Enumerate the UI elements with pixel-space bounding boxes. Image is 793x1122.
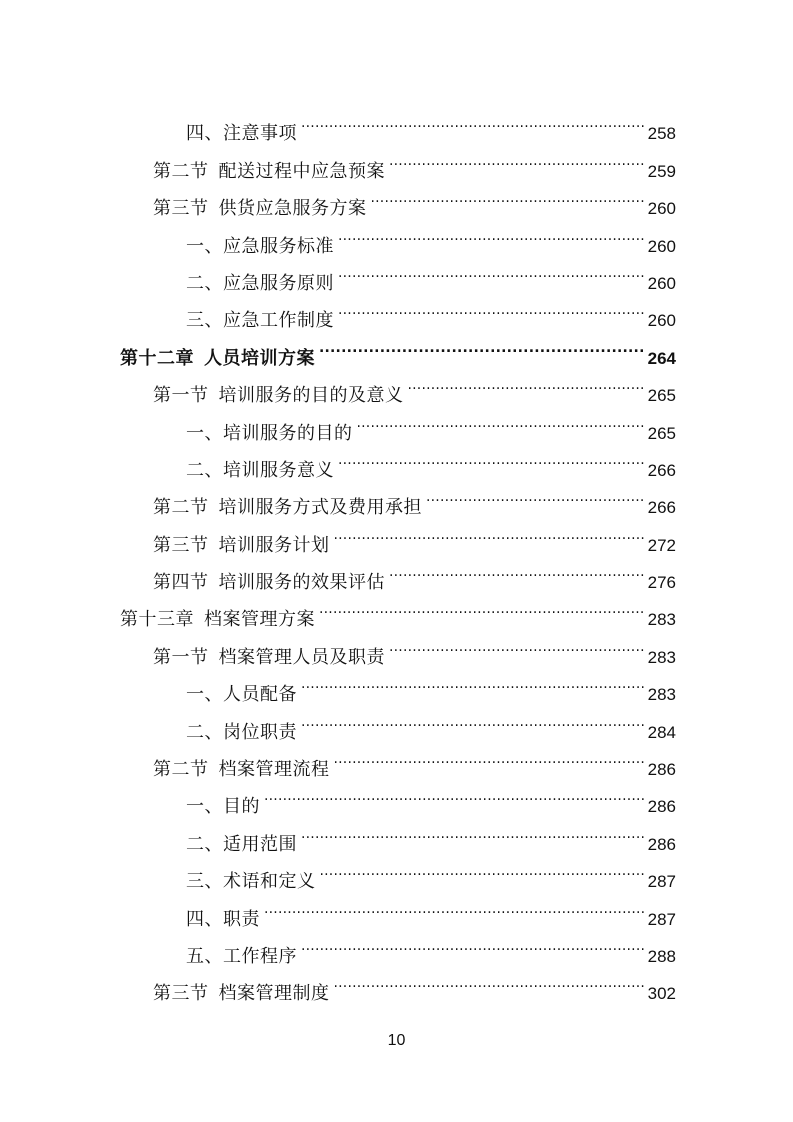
- toc-entry-label: 第二节: [153, 497, 209, 519]
- toc-entry-page: 260: [647, 273, 676, 293]
- toc-entry-page: 283: [647, 647, 676, 667]
- toc-dot-leader: [319, 588, 646, 625]
- toc-entry-title: 培训服务的目的及意义: [218, 385, 404, 407]
- toc-entry-page: 284: [647, 722, 676, 742]
- toc-entry[interactable]: [120, 102, 676, 145]
- toc-entry-page: 276: [647, 573, 676, 593]
- page-number: 10: [387, 1032, 406, 1049]
- toc-entry-page: 266: [647, 460, 676, 480]
- toc-entry-title: 培训服务的效果评估: [218, 572, 385, 594]
- toc-entry-page: 260: [647, 199, 676, 219]
- toc-entry-label: 一、人员配备: [186, 684, 297, 706]
- toc-entry-title: 供货应急服务方案: [218, 198, 367, 220]
- toc-entry-page: 258: [647, 124, 676, 144]
- toc-dot-leader: [319, 326, 646, 363]
- toc-dot-leader: [389, 139, 646, 176]
- toc-dot-leader: [334, 962, 646, 999]
- toc-dot-leader: [338, 289, 646, 326]
- toc-entry-label: 第一节: [153, 385, 209, 407]
- toc-entry-title: 档案管理方案: [204, 609, 315, 631]
- toc-dot-leader: [357, 401, 646, 438]
- toc-entry-label: 四、职责: [186, 908, 260, 930]
- toc-entry-label: 第十三章: [120, 609, 194, 631]
- toc-entry-title: 档案管理人员及职责: [218, 646, 385, 668]
- toc-dot-leader: [301, 102, 646, 139]
- toc-entry-page: 264: [647, 348, 676, 368]
- toc-entry-page: 287: [647, 872, 676, 892]
- toc-dot-leader: [408, 364, 646, 401]
- table-of-contents: [120, 102, 676, 1005]
- toc-entry-title: 人员培训方案: [204, 347, 315, 369]
- toc-entry-label: 第二节: [153, 759, 209, 781]
- toc-entry-page: 287: [647, 909, 676, 929]
- toc-entry-page: 265: [647, 423, 676, 443]
- toc-dot-leader: [264, 775, 646, 812]
- toc-entry-title: 档案管理流程: [218, 759, 330, 781]
- toc-entry-page: 288: [647, 946, 676, 966]
- toc-entry-label: 一、培训服务的目的: [186, 422, 353, 444]
- toc-entry-page: 260: [647, 311, 676, 331]
- toc-dot-leader: [334, 738, 646, 775]
- toc-entry-label: 第三节: [153, 198, 209, 220]
- toc-entry-label: 四、注意事项: [186, 123, 297, 145]
- toc-entry-title: 配送过程中应急预案: [218, 160, 385, 182]
- toc-entry-page: 260: [647, 236, 676, 256]
- toc-entry-label: 二、岗位职责: [186, 721, 297, 743]
- toc-entry-title: 培训服务计划: [218, 534, 330, 556]
- toc-entry-title: 培训服务方式及费用承担: [218, 497, 422, 519]
- toc-entry-label: 第三节: [153, 983, 209, 1005]
- toc-entry-label: 第二节: [153, 160, 209, 182]
- toc-entry-page: 266: [647, 498, 676, 518]
- toc-dot-leader: [426, 476, 646, 513]
- toc-entry-page: 265: [647, 386, 676, 406]
- toc-entry-label: 三、应急工作制度: [186, 310, 334, 332]
- toc-entry-label: 一、应急服务标准: [186, 235, 334, 257]
- toc-entry-page: 283: [647, 685, 676, 705]
- toc-entry-page: 286: [647, 834, 676, 854]
- toc-dot-leader: [264, 887, 646, 924]
- toc-entry-label: 二、应急服务原则: [186, 272, 334, 294]
- toc-dot-leader: [338, 252, 646, 289]
- toc-entry-page: 286: [647, 760, 676, 780]
- toc-entry-page: 272: [647, 535, 676, 555]
- toc-entry-page: 283: [647, 610, 676, 630]
- toc-entry-label: 第四节: [153, 572, 209, 594]
- toc-entry-label: 二、适用范围: [186, 833, 297, 855]
- toc-entry-label: 第一节: [153, 646, 209, 668]
- toc-entry-page: 302: [647, 984, 676, 1004]
- toc-dot-leader: [301, 663, 646, 700]
- toc-entry-label: 第三节: [153, 534, 209, 556]
- toc-entry-label: 二、培训服务意义: [186, 459, 334, 481]
- toc-dot-leader: [338, 214, 646, 251]
- toc-entry-label: 五、工作程序: [186, 945, 297, 967]
- toc-entry-label: 第十二章: [120, 347, 194, 369]
- toc-dot-leader: [301, 700, 646, 737]
- toc-dot-leader: [389, 625, 646, 662]
- toc-entry-label: 三、术语和定义: [186, 871, 316, 893]
- toc-dot-leader: [334, 513, 646, 550]
- toc-dot-leader: [301, 812, 646, 849]
- toc-dot-leader: [320, 850, 646, 887]
- toc-entry-label: 一、目的: [186, 796, 260, 818]
- toc-dot-leader: [389, 551, 646, 588]
- toc-entry-page: 259: [647, 161, 676, 181]
- toc-dot-leader: [371, 177, 646, 214]
- toc-entry-title: 档案管理制度: [218, 983, 330, 1005]
- toc-dot-leader: [338, 439, 646, 476]
- toc-dot-leader: [301, 925, 646, 962]
- toc-entry-page: 286: [647, 797, 676, 817]
